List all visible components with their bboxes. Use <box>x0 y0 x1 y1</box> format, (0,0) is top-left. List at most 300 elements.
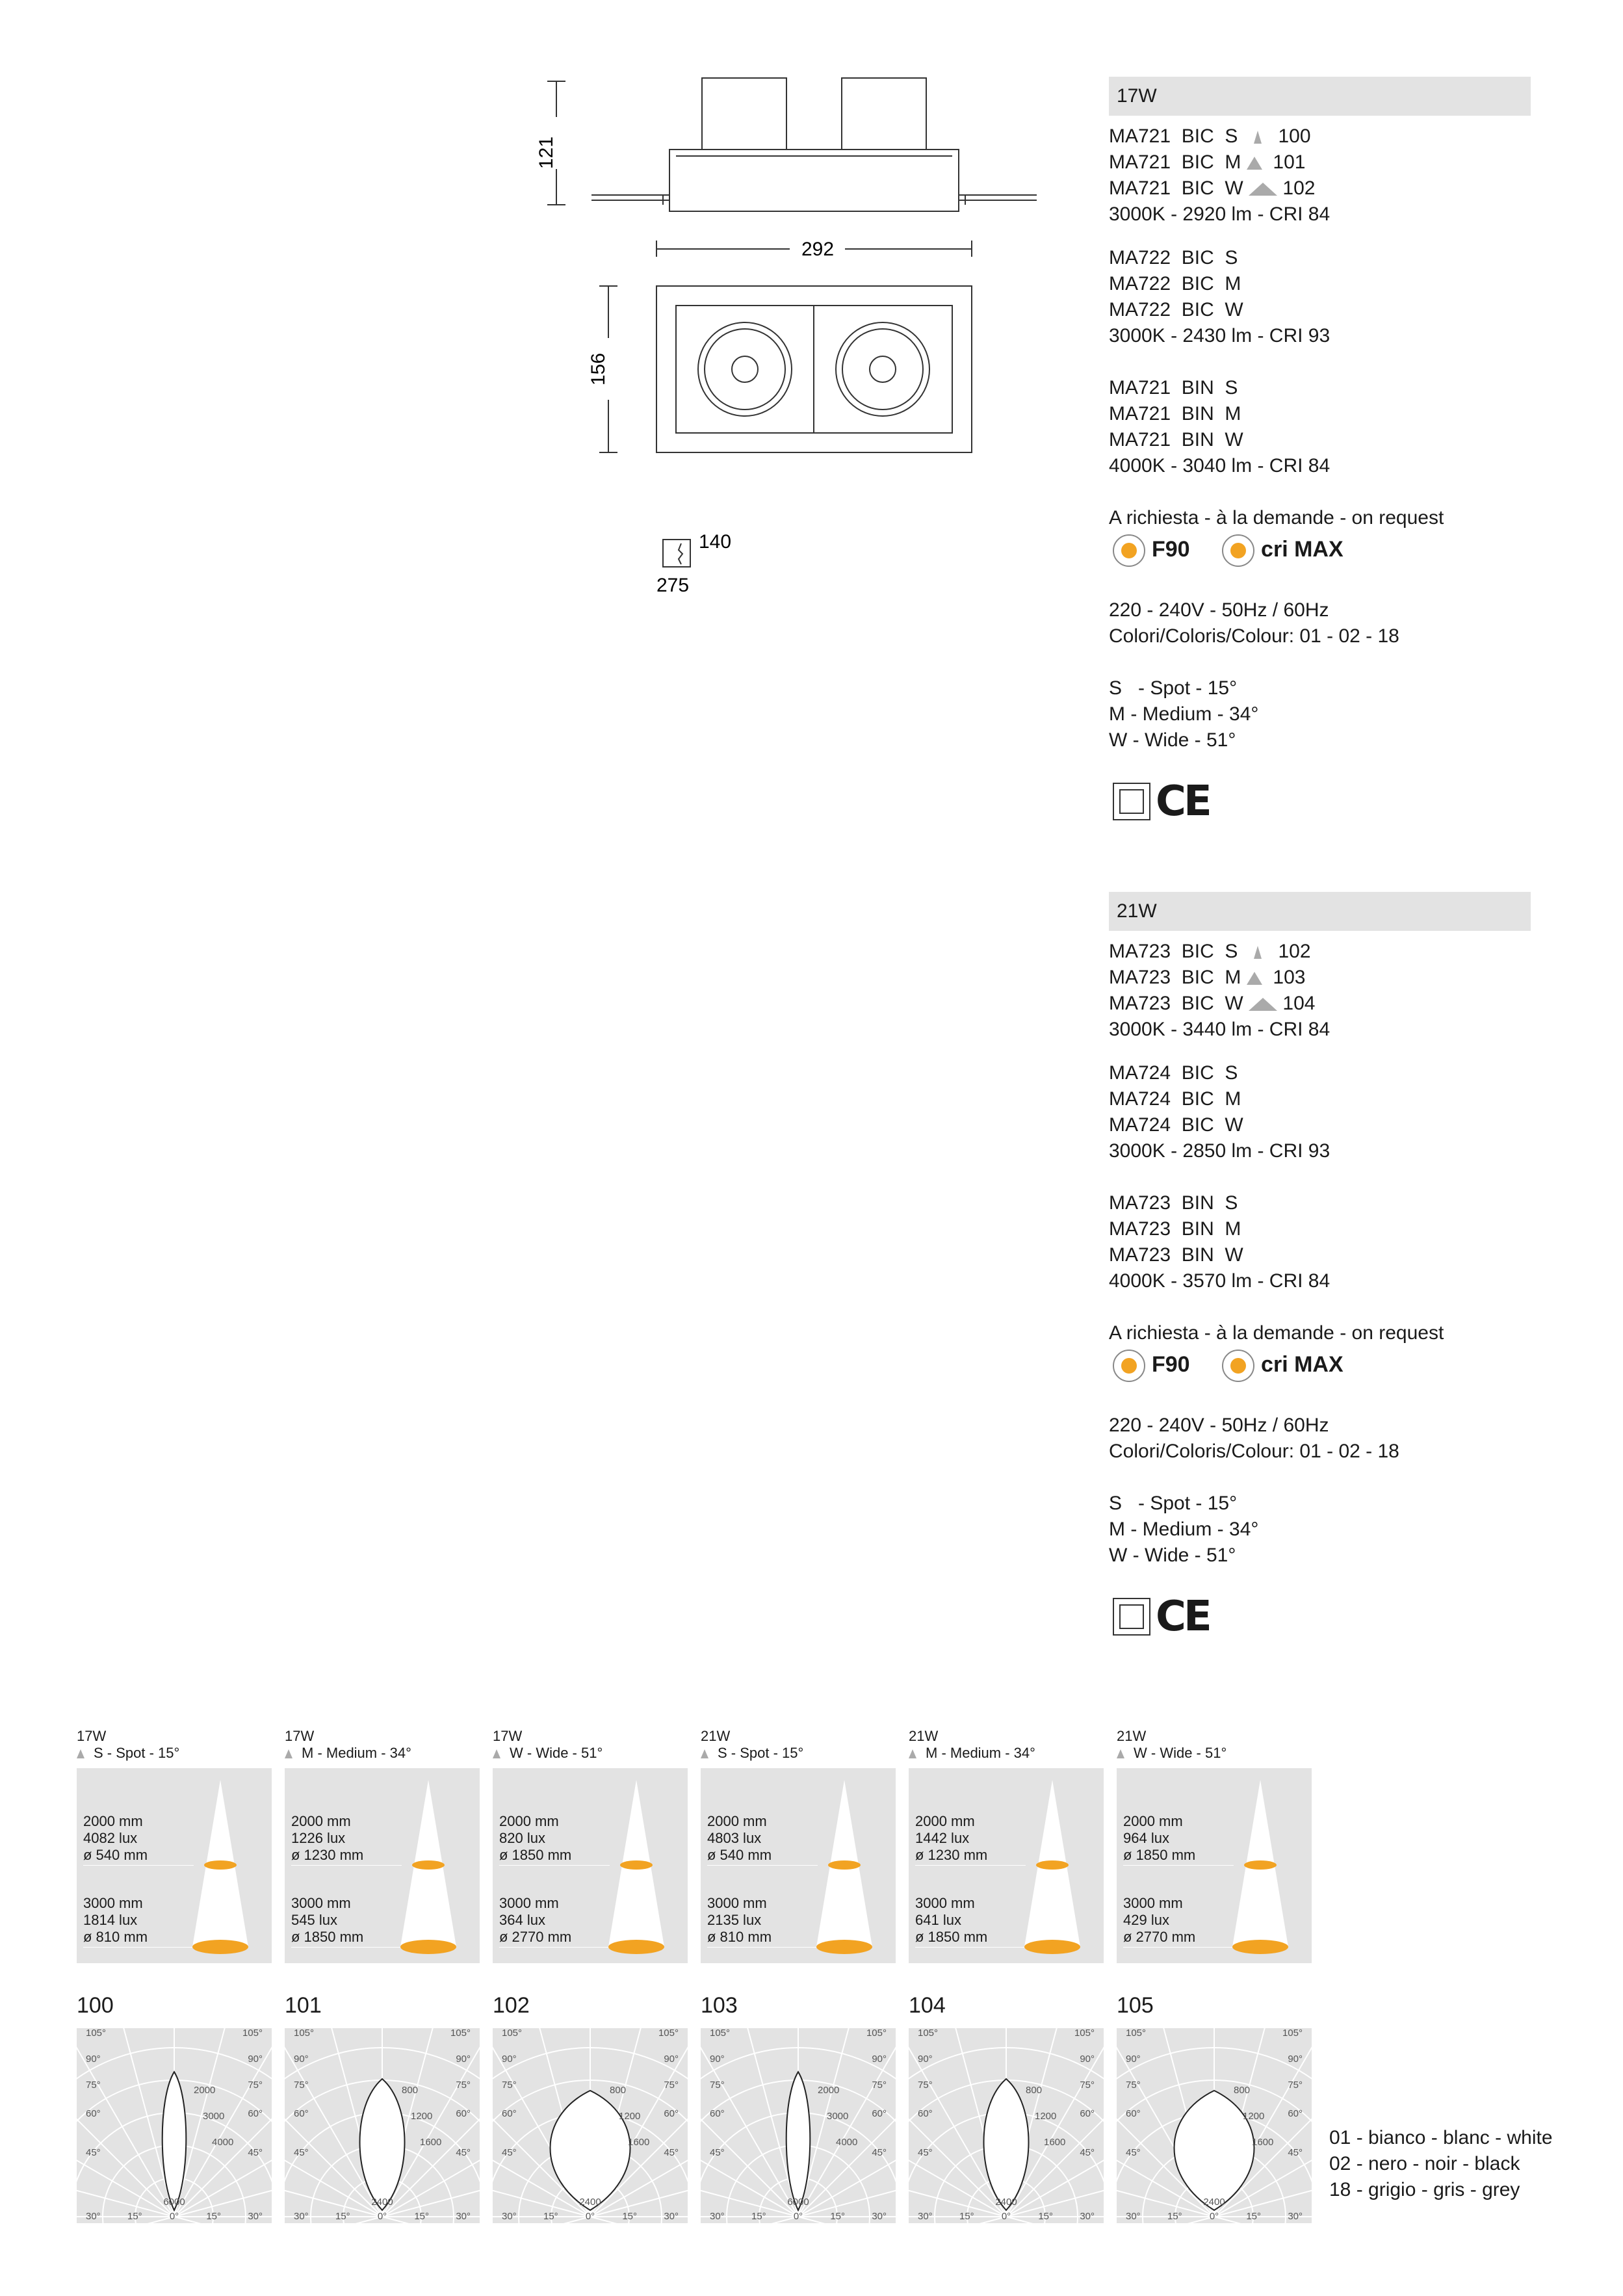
polar-ring-value: 1200 <box>1243 2111 1265 2122</box>
beam-triangle-icon <box>701 1749 708 1758</box>
polar-angle-label: 90° <box>710 2054 725 2065</box>
polar-angle-label: 90° <box>1126 2054 1141 2065</box>
cutout-width-label: 140 <box>699 531 732 553</box>
depth-label: 156 <box>588 352 609 386</box>
model-row <box>1109 177 1315 200</box>
beam-code-label: 103 <box>701 1993 738 2018</box>
polar-angle-label: 60° <box>710 2108 725 2119</box>
beam-cone <box>77 1768 272 1963</box>
polar-angle-label: 90° <box>294 2054 309 2065</box>
polar-ring-value: 800 <box>610 2085 627 2096</box>
beam-lux1: 820 lux <box>499 1830 545 1846</box>
polar-angle-label: 45° <box>1080 2147 1095 2158</box>
polar-angle-label: 30° <box>664 2211 679 2222</box>
polar-angle-label: 15° <box>751 2211 766 2222</box>
polar-angle-label: 105° <box>242 2028 263 2039</box>
polar-angle-label: 105° <box>866 2028 887 2039</box>
polar-plot <box>701 2028 896 2223</box>
polar-angle-label: 75° <box>86 2080 101 2091</box>
beam-legend: W - Wide - 51° <box>1109 1545 1236 1566</box>
beam-diagram <box>77 1768 272 1963</box>
on-request-text: A richiesta - à la demande - on request <box>1109 507 1444 528</box>
section-header-21w: 21W <box>1109 892 1531 931</box>
beam-dia1: ø 1850 mm <box>499 1847 572 1863</box>
beam-dia2: ø 810 mm <box>83 1929 148 1945</box>
polar-angle-label: 45° <box>664 2147 679 2158</box>
beam-d1: 2000 mm <box>499 1813 559 1829</box>
beam-lux2: 545 lux <box>291 1912 337 1928</box>
polar-angle-label: 75° <box>502 2080 517 2091</box>
beam-lux2: 641 lux <box>915 1912 961 1928</box>
light-spot-3000 <box>1024 1940 1080 1954</box>
beam-legend: M - Medium - 34° <box>1109 1519 1259 1540</box>
polar-angle-label: 75° <box>456 2080 471 2091</box>
beam-dia2: ø 2770 mm <box>499 1929 572 1945</box>
beam-lux1: 1226 lux <box>291 1830 346 1846</box>
model-code: MA723 BIC W <box>1109 993 1243 1014</box>
beam-legend: S - Spot - 15° <box>1109 1493 1238 1514</box>
beam-d2: 3000 mm <box>83 1895 143 1911</box>
beam-code-label: 105 <box>1117 1993 1154 2018</box>
model-code: MA724 BIC W <box>1109 1114 1243 1136</box>
polar-ring-value: 1600 <box>1044 2137 1066 2148</box>
polar-angle-label: 75° <box>1288 2080 1303 2091</box>
intensity-curve <box>1175 2091 1254 2210</box>
beam-d1: 2000 mm <box>83 1813 143 1829</box>
spec-line: 3000K - 3440 lm - CRI 84 <box>1109 1019 1331 1040</box>
polar-angle-label: 60° <box>918 2108 933 2119</box>
model-code: MA723 BIN S <box>1109 1192 1238 1214</box>
certifications <box>1113 777 1210 826</box>
light-spot-2000 <box>204 1860 237 1870</box>
polar-angle-label: 45° <box>502 2147 517 2158</box>
options-row <box>1113 1350 1344 1382</box>
polar-ring-value: 1200 <box>619 2111 641 2122</box>
polar-ring-value: 2400 <box>371 2197 393 2208</box>
voltage-text: 220 - 240V - 50Hz / 60Hz <box>1109 1415 1329 1436</box>
light-spot-3000 <box>192 1940 248 1954</box>
light-spot-2000 <box>828 1860 861 1870</box>
f90-badge-icon <box>1113 1350 1145 1382</box>
product-drawing <box>533 65 1066 611</box>
beam-spot-icon <box>1254 946 1262 959</box>
beam-lux1: 1442 lux <box>915 1830 970 1846</box>
voltage-text: 220 - 240V - 50Hz / 60Hz <box>1109 599 1329 621</box>
polar-angle-label: 75° <box>664 2080 679 2091</box>
polar-angle-label: 90° <box>86 2054 101 2065</box>
spec-line: 3000K - 2430 lm - CRI 93 <box>1109 325 1331 346</box>
beam-dia2: ø 1850 mm <box>291 1929 364 1945</box>
model-row <box>1109 993 1315 1015</box>
beam-dia1: ø 1850 mm <box>1123 1847 1196 1863</box>
polar-angle-label: 30° <box>1126 2211 1141 2222</box>
spec-line: 4000K - 3040 lm - CRI 84 <box>1109 455 1331 476</box>
polar-angle-label: 30° <box>710 2211 725 2222</box>
polar-angle-label: 45° <box>1126 2147 1141 2158</box>
beam-dia2: ø 810 mm <box>707 1929 772 1945</box>
polar-angle-label: 45° <box>294 2147 309 2158</box>
model-code: MA722 BIC M <box>1109 273 1241 294</box>
polar-diagram <box>77 2028 272 2223</box>
beam-cone <box>909 1768 1104 1963</box>
polar-angle-label: 0° <box>793 2211 803 2222</box>
beam-name: S - Spot - 15° <box>94 1745 180 1761</box>
polar-angle-label: 90° <box>248 2054 263 2065</box>
polar-angle-label: 105° <box>502 2028 523 2039</box>
option-f90: F90 <box>1152 1351 1190 1377</box>
colour-legend-item: 02 - nero - noir - black <box>1329 2153 1520 2174</box>
beam-medium-icon <box>1247 157 1262 170</box>
polar-angle-label: 105° <box>294 2028 315 2039</box>
polar-angle-label: 90° <box>918 2054 933 2065</box>
polar-angle-label: 0° <box>377 2211 387 2222</box>
polar-ring-value: 2000 <box>818 2085 840 2096</box>
polar-plot <box>493 2028 688 2223</box>
beam-lux2: 364 lux <box>499 1912 545 1928</box>
polar-angle-label: 0° <box>585 2211 595 2222</box>
polar-angle-label: 15° <box>959 2211 974 2222</box>
beam-code: 100 <box>1278 125 1311 147</box>
model-code: MA723 BIN W <box>1109 1244 1243 1266</box>
polar-angle-label: 60° <box>248 2108 263 2119</box>
beam-name: W - Wide - 51° <box>1134 1745 1227 1761</box>
polar-angle-label: 15° <box>1246 2211 1261 2222</box>
options-row <box>1113 534 1344 567</box>
polar-angle-label: 105° <box>86 2028 107 2039</box>
photometry-power: 21W <box>701 1728 731 1744</box>
photometry-header <box>1117 1728 1227 1762</box>
polar-angle-label: 15° <box>1167 2211 1182 2222</box>
photometry-beam <box>77 1745 179 1762</box>
photometry-power: 21W <box>1117 1728 1147 1744</box>
polar-angle-label: 75° <box>710 2080 725 2091</box>
polar-ring-value: 6000 <box>787 2197 809 2208</box>
beam-lux1: 4082 lux <box>83 1830 138 1846</box>
beam-code: 102 <box>1282 177 1316 199</box>
beam-name: W - Wide - 51° <box>510 1745 603 1761</box>
model-code: MA723 BIC S <box>1109 941 1238 962</box>
model-code: MA721 BIN S <box>1109 377 1238 398</box>
light-spot-3000 <box>816 1940 872 1954</box>
polar-angle-label: 0° <box>1001 2211 1011 2222</box>
polar-angle-label: 45° <box>918 2147 933 2158</box>
light-spot-2000 <box>1244 1860 1277 1870</box>
polar-plot <box>77 2028 272 2223</box>
polar-angle-label: 15° <box>414 2211 429 2222</box>
beam-cone <box>701 1768 896 1963</box>
photometry-header <box>909 1728 1035 1762</box>
beam-lux1: 964 lux <box>1123 1830 1169 1846</box>
light-spot-2000 <box>1036 1860 1069 1870</box>
intensity-curve <box>786 2072 811 2210</box>
photometry-beam <box>1117 1745 1227 1762</box>
polar-angle-label: 15° <box>1038 2211 1053 2222</box>
beam-name: M - Medium - 34° <box>302 1745 411 1761</box>
polar-angle-label: 75° <box>1126 2080 1141 2091</box>
beam-lux2: 1814 lux <box>83 1912 138 1928</box>
polar-ring-value: 3000 <box>827 2111 849 2122</box>
polar-angle-label: 30° <box>86 2211 101 2222</box>
model-code: MA721 BIC W <box>1109 177 1243 199</box>
beam-triangle-icon <box>909 1749 916 1758</box>
polar-plot <box>1117 2028 1312 2223</box>
beam-dia1: ø 540 mm <box>83 1847 148 1863</box>
section-header-17w: 17W <box>1109 77 1531 116</box>
beam-d2: 3000 mm <box>499 1895 559 1911</box>
photometry-beam <box>493 1745 603 1762</box>
colour-legend-item: 01 - bianco - blanc - white <box>1329 2127 1553 2148</box>
spec-line: 3000K - 2920 lm - CRI 84 <box>1109 203 1331 225</box>
beam-diagram <box>701 1768 896 1963</box>
beam-cone <box>285 1768 480 1963</box>
polar-ring-value: 1600 <box>1252 2137 1274 2148</box>
class-ii-icon <box>1113 1598 1150 1636</box>
model-code: MA721 BIN M <box>1109 403 1241 424</box>
polar-spoke <box>701 2149 798 2217</box>
polar-spoke <box>798 2149 896 2217</box>
photometry-header <box>77 1728 179 1762</box>
beam-d2: 3000 mm <box>291 1895 351 1911</box>
f90-badge-icon <box>1113 534 1145 567</box>
polar-angle-label: 60° <box>1126 2108 1141 2119</box>
colour-legend-item: 18 - grigio - gris - grey <box>1329 2179 1520 2200</box>
width-label: 292 <box>801 239 835 260</box>
polar-angle-label: 15° <box>206 2211 221 2222</box>
beam-d2: 3000 mm <box>915 1895 975 1911</box>
beam-lux2: 2135 lux <box>707 1912 762 1928</box>
option-crimax: cri MAX <box>1261 1351 1344 1377</box>
polar-angle-label: 105° <box>1126 2028 1147 2039</box>
photometry-power: 17W <box>77 1728 107 1744</box>
polar-ring-value: 2400 <box>579 2197 601 2208</box>
polar-angle-label: 90° <box>1080 2054 1095 2065</box>
polar-ring-value: 2000 <box>194 2085 216 2096</box>
beam-name: M - Medium - 34° <box>926 1745 1035 1761</box>
light-spot-2000 <box>620 1860 653 1870</box>
polar-ring-value: 2400 <box>995 2197 1017 2208</box>
polar-angle-label: 75° <box>294 2080 309 2091</box>
beam-code-label: 104 <box>909 1993 946 2018</box>
photometry-power: 17W <box>493 1728 523 1744</box>
polar-ring-value: 2400 <box>1203 2197 1225 2208</box>
beam-code: 103 <box>1273 967 1306 988</box>
polar-angle-label: 75° <box>918 2080 933 2091</box>
polar-ring-value: 800 <box>402 2085 419 2096</box>
polar-angle-label: 60° <box>1080 2108 1095 2119</box>
polar-angle-label: 15° <box>335 2211 350 2222</box>
model-row <box>1109 151 1305 174</box>
photometry-power: 21W <box>909 1728 939 1744</box>
option-f90: F90 <box>1152 536 1190 562</box>
beam-code-label: 100 <box>77 1993 114 2018</box>
polar-angle-label: 30° <box>502 2211 517 2222</box>
beam-wide-icon <box>1249 998 1277 1011</box>
light-spot-3000 <box>400 1940 456 1954</box>
polar-angle-label: 45° <box>86 2147 101 2158</box>
beam-lux1: 4803 lux <box>707 1830 762 1846</box>
model-code: MA724 BIC M <box>1109 1088 1241 1110</box>
polar-angle-label: 45° <box>1288 2147 1303 2158</box>
polar-diagram <box>909 2028 1104 2223</box>
polar-angle-label: 75° <box>1080 2080 1095 2091</box>
light-spot-3000 <box>608 1940 664 1954</box>
beam-code: 102 <box>1278 941 1311 962</box>
polar-angle-label: 90° <box>872 2054 887 2065</box>
crimax-badge-icon <box>1222 534 1254 567</box>
beam-cone <box>493 1768 688 1963</box>
beam-triangle-icon <box>285 1749 292 1758</box>
crimax-badge-icon <box>1222 1350 1254 1382</box>
polar-angle-label: 60° <box>86 2108 101 2119</box>
polar-angle-label: 30° <box>872 2211 887 2222</box>
beam-code-label: 101 <box>285 1993 322 2018</box>
beam-diagram <box>493 1768 688 1963</box>
polar-angle-label: 105° <box>1282 2028 1303 2039</box>
polar-angle-label: 30° <box>1080 2211 1095 2222</box>
beam-diagram <box>1117 1768 1312 1963</box>
polar-ring-value: 1600 <box>628 2137 650 2148</box>
polar-plot <box>909 2028 1104 2223</box>
beam-d2: 3000 mm <box>707 1895 767 1911</box>
model-code: MA722 BIC S <box>1109 247 1238 268</box>
photometry-header <box>493 1728 603 1762</box>
polar-ring-value: 1600 <box>420 2137 442 2148</box>
beam-d1: 2000 mm <box>915 1813 975 1829</box>
model-code: MA721 BIC M <box>1109 151 1241 173</box>
beam-dia1: ø 540 mm <box>707 1847 772 1863</box>
polar-angle-label: 60° <box>1288 2108 1303 2119</box>
beam-code: 101 <box>1273 151 1306 173</box>
ce-mark-icon: CE <box>1156 1593 1210 1641</box>
model-row <box>1109 967 1305 989</box>
polar-ring-value: 4000 <box>212 2137 234 2148</box>
beam-d2: 3000 mm <box>1123 1895 1183 1911</box>
polar-angle-label: 45° <box>456 2147 471 2158</box>
model-code: MA724 BIC S <box>1109 1062 1238 1084</box>
polar-angle-label: 90° <box>1288 2054 1303 2065</box>
beam-code: 104 <box>1282 993 1316 1014</box>
certifications <box>1113 1593 1210 1641</box>
polar-diagram <box>493 2028 688 2223</box>
polar-angle-label: 60° <box>664 2108 679 2119</box>
light-spot-3000 <box>1232 1940 1288 1954</box>
polar-ring-value: 3000 <box>203 2111 225 2122</box>
ce-mark-icon: CE <box>1156 777 1210 826</box>
photometry-header <box>285 1728 411 1762</box>
model-row <box>1109 125 1311 148</box>
polar-plot <box>285 2028 480 2223</box>
polar-spoke <box>174 2149 272 2217</box>
polar-angle-label: 105° <box>918 2028 939 2039</box>
photometry-beam <box>909 1745 1035 1762</box>
height-label: 121 <box>536 136 557 170</box>
polar-spoke <box>77 2149 174 2217</box>
polar-angle-label: 30° <box>918 2211 933 2222</box>
model-code: MA722 BIC W <box>1109 299 1243 320</box>
model-code: MA721 BIC S <box>1109 125 1238 147</box>
beam-d1: 2000 mm <box>707 1813 767 1829</box>
polar-diagram <box>1117 2028 1312 2223</box>
photometry-beam <box>701 1745 803 1762</box>
polar-angle-label: 0° <box>1209 2211 1219 2222</box>
polar-angle-label: 105° <box>658 2028 679 2039</box>
beam-diagram <box>909 1768 1104 1963</box>
beam-legend: S - Spot - 15° <box>1109 677 1238 699</box>
beam-code-label: 102 <box>493 1993 530 2018</box>
beam-d1: 2000 mm <box>291 1813 351 1829</box>
polar-ring-value: 4000 <box>836 2137 858 2148</box>
beam-medium-icon <box>1247 972 1262 985</box>
beam-triangle-icon <box>77 1749 84 1758</box>
polar-angle-label: 0° <box>169 2211 179 2222</box>
polar-angle-label: 75° <box>248 2080 263 2091</box>
option-crimax: cri MAX <box>1261 536 1344 562</box>
polar-angle-label: 45° <box>872 2147 887 2158</box>
spec-line: 3000K - 2850 lm - CRI 93 <box>1109 1140 1331 1162</box>
beam-cone <box>1117 1768 1312 1963</box>
beam-dia1: ø 1230 mm <box>291 1847 364 1863</box>
polar-angle-label: 15° <box>127 2211 142 2222</box>
model-row <box>1109 941 1311 963</box>
colours-text: Colori/Coloris/Colour: 01 - 02 - 18 <box>1109 1441 1399 1462</box>
intensity-curve <box>162 2072 187 2210</box>
model-code: MA721 BIN W <box>1109 429 1243 450</box>
polar-angle-label: 45° <box>248 2147 263 2158</box>
polar-ring-value: 1200 <box>411 2111 433 2122</box>
polar-angle-label: 105° <box>450 2028 471 2039</box>
polar-angle-label: 45° <box>710 2147 725 2158</box>
polar-ring-value: 800 <box>1234 2085 1251 2096</box>
polar-angle-label: 60° <box>294 2108 309 2119</box>
beam-dia1: ø 1230 mm <box>915 1847 988 1863</box>
polar-angle-label: 15° <box>543 2211 558 2222</box>
polar-ring-value: 800 <box>1026 2085 1043 2096</box>
cutout-height-label: 275 <box>656 575 690 596</box>
polar-angle-label: 60° <box>872 2108 887 2119</box>
model-code: MA723 BIN M <box>1109 1218 1241 1240</box>
polar-angle-label: 90° <box>664 2054 679 2065</box>
polar-angle-label: 75° <box>872 2080 887 2091</box>
beam-diagram <box>285 1768 480 1963</box>
beam-legend: M - Medium - 34° <box>1109 703 1259 725</box>
polar-angle-label: 30° <box>1288 2211 1303 2222</box>
on-request-text: A richiesta - à la demande - on request <box>1109 1322 1444 1344</box>
polar-angle-label: 60° <box>456 2108 471 2119</box>
beam-triangle-icon <box>1117 1749 1124 1758</box>
polar-angle-label: 15° <box>830 2211 845 2222</box>
beam-legend: W - Wide - 51° <box>1109 729 1236 751</box>
polar-angle-label: 60° <box>502 2108 517 2119</box>
beam-d1: 2000 mm <box>1123 1813 1183 1829</box>
polar-ring-value: 1200 <box>1035 2111 1057 2122</box>
photometry-header <box>701 1728 803 1762</box>
polar-angle-label: 30° <box>248 2211 263 2222</box>
beam-wide-icon <box>1249 183 1277 196</box>
beam-lux2: 429 lux <box>1123 1912 1169 1928</box>
beam-dia2: ø 1850 mm <box>915 1929 988 1945</box>
polar-ring-value: 6000 <box>163 2197 185 2208</box>
class-ii-icon <box>1113 783 1150 820</box>
beam-name: S - Spot - 15° <box>718 1745 804 1761</box>
light-spot-2000 <box>412 1860 445 1870</box>
polar-angle-label: 105° <box>710 2028 731 2039</box>
beam-triangle-icon <box>493 1749 500 1758</box>
photometry-beam <box>285 1745 411 1762</box>
polar-diagram <box>285 2028 480 2223</box>
beam-dia2: ø 2770 mm <box>1123 1929 1196 1945</box>
polar-angle-label: 30° <box>294 2211 309 2222</box>
colours-text: Colori/Coloris/Colour: 01 - 02 - 18 <box>1109 625 1399 647</box>
